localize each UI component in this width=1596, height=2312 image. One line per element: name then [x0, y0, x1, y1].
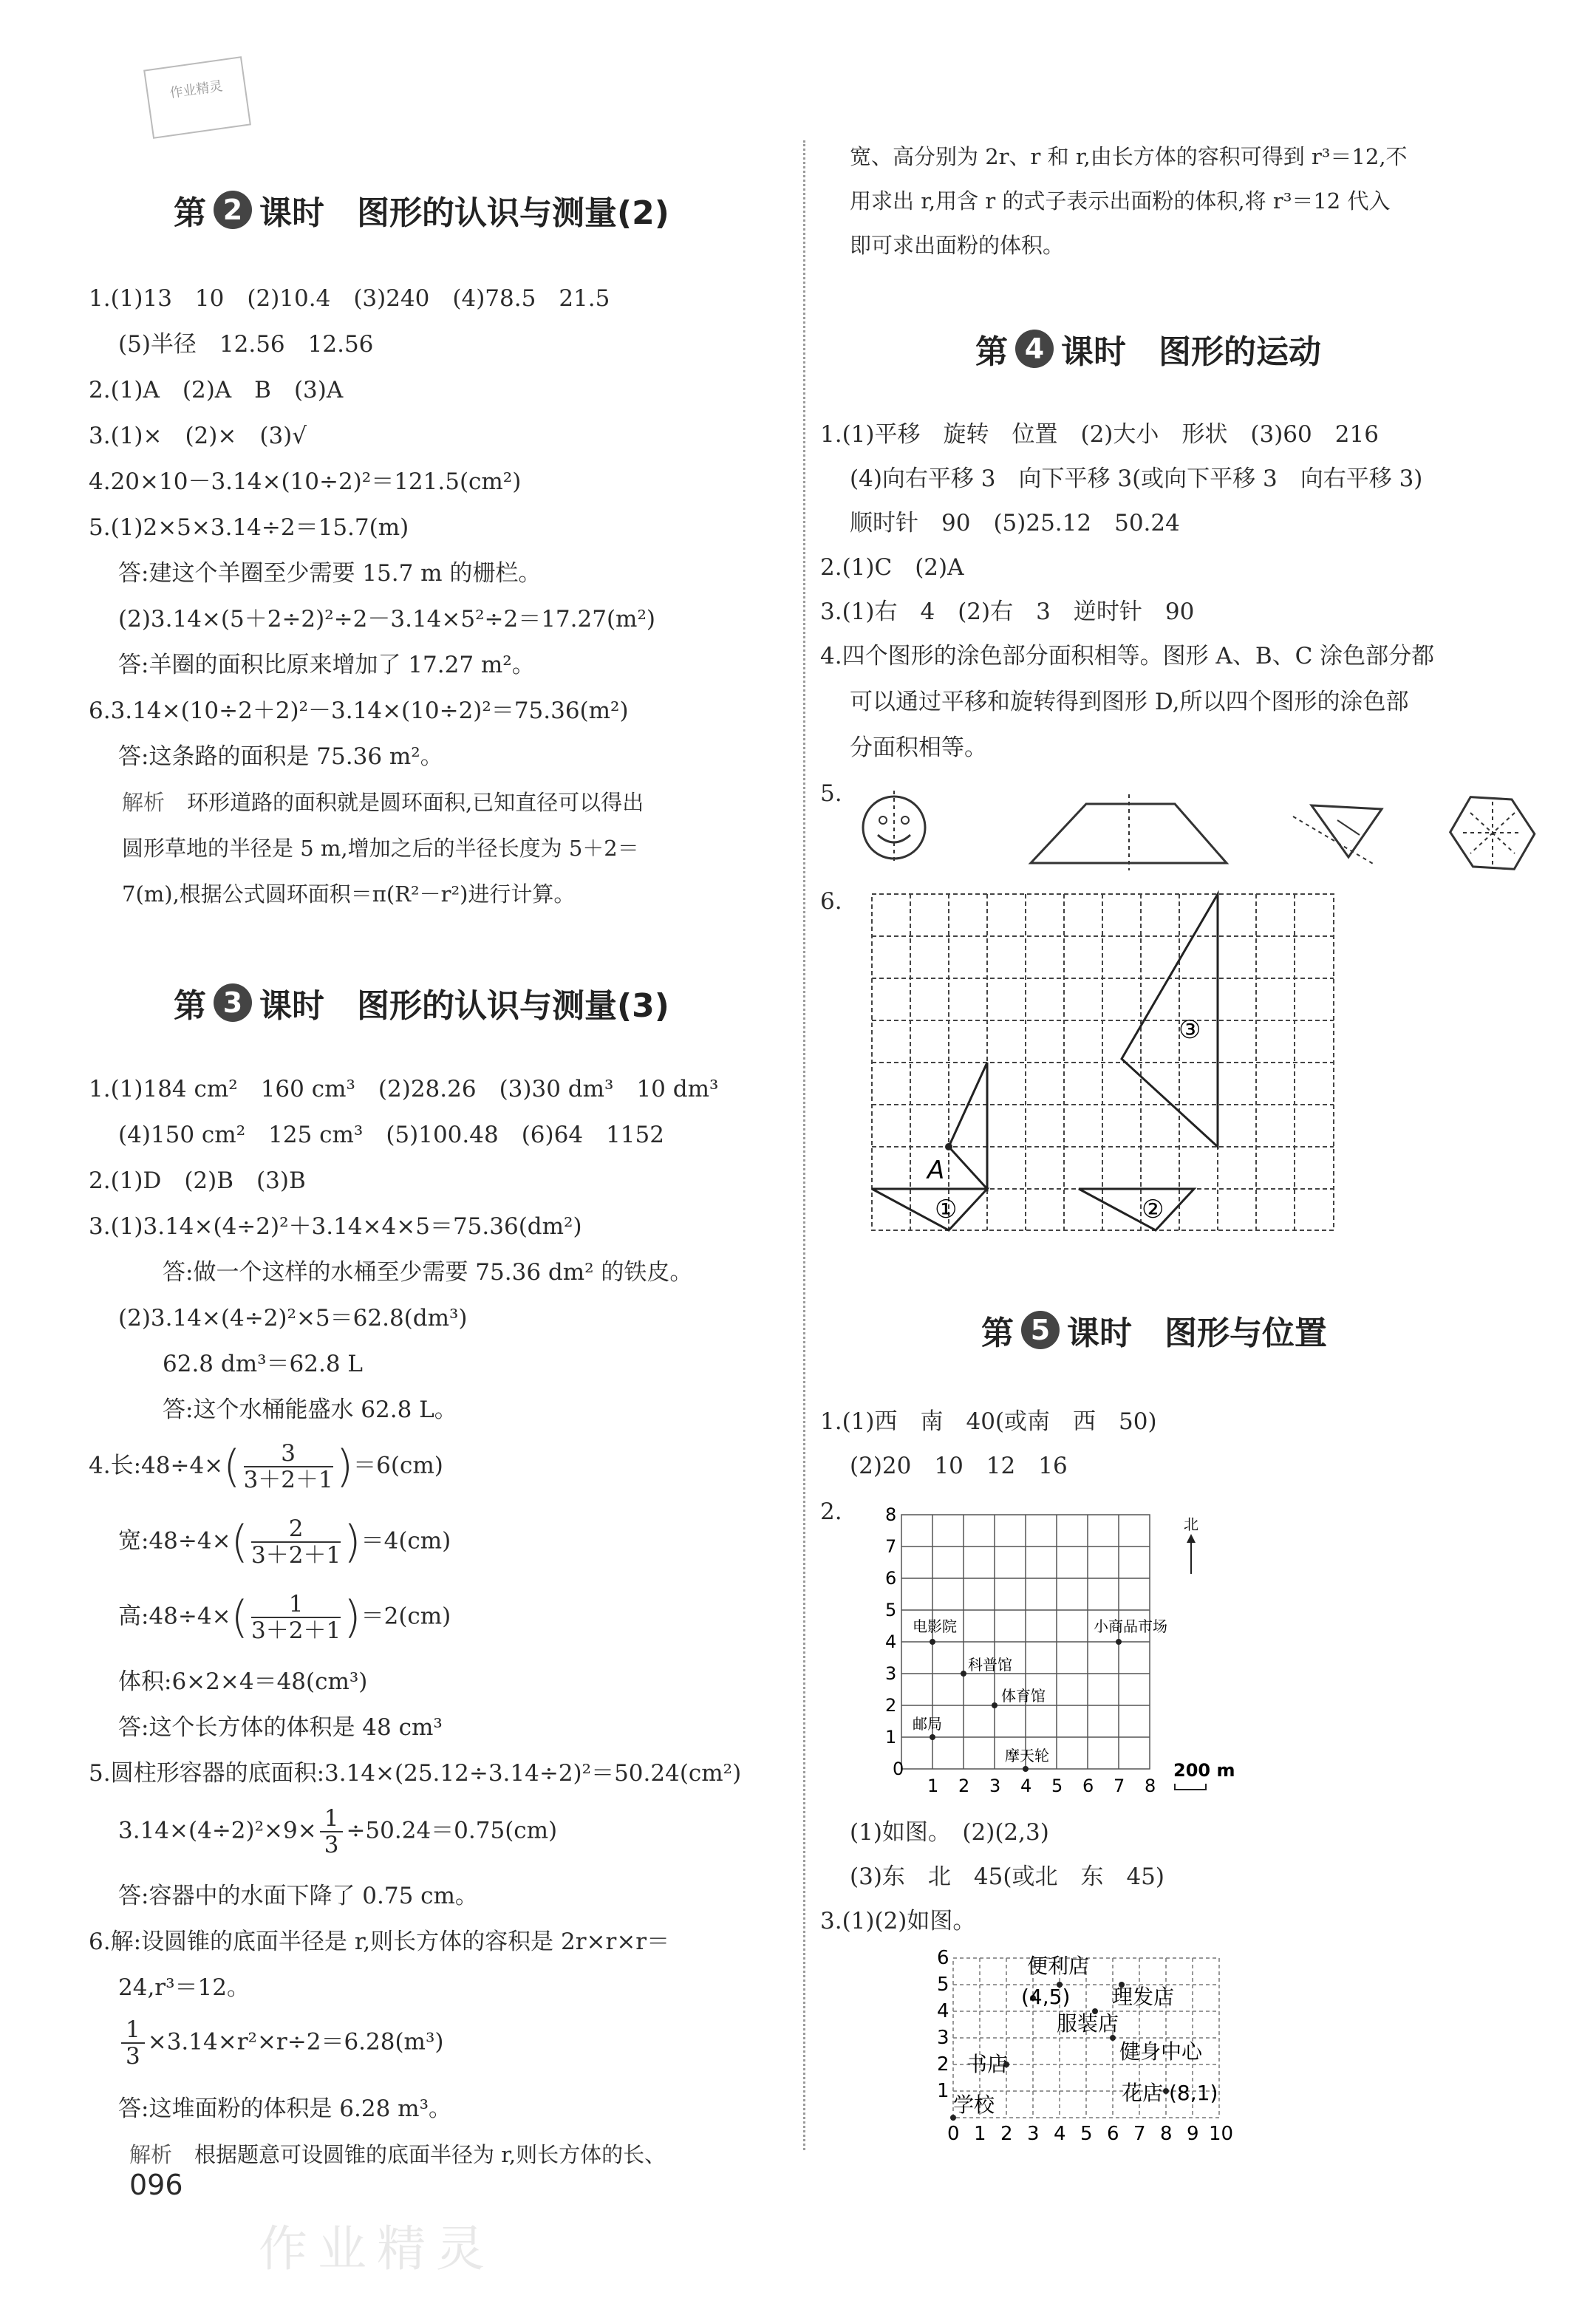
svg-text:10: 10: [1209, 2123, 1234, 2145]
answer-line: (4)向右平移 3 向下平移 3(或向下平移 3 向右平移 3): [850, 466, 1423, 492]
north-label: 北: [1184, 1515, 1198, 1533]
answer-line: 2.(1)A (2)A B (3)A: [89, 377, 344, 403]
svg-text:小商品市场: 小商品市场: [1094, 1617, 1167, 1635]
fraction-line: 宽:48÷4×( $\frac{2}{3+2+1}$ )＝4(cm): [118, 1515, 451, 1569]
triangle-1: [872, 1189, 987, 1230]
answer-line: 3.(1)3.14×(4÷2)²＋3.14×4×5＝75.36(dm²): [89, 1213, 582, 1240]
answer-line: 顺时针 90 (5)25.12 50.24: [850, 510, 1180, 536]
svg-text:9: 9: [1187, 2123, 1199, 2145]
svg-text:3: 3: [989, 1776, 1001, 1796]
triangle-a: [949, 1063, 987, 1189]
answer-line: 答:这条路的面积是 75.36 m²。: [118, 743, 443, 770]
svg-text:3: 3: [885, 1663, 897, 1684]
svg-text:学校: 学校: [953, 2093, 995, 2117]
answer-line: 答:羊圈的面积比原来增加了 17.27 m²。: [118, 652, 535, 678]
triangle-2: [1079, 1189, 1194, 1230]
explanation-line: 即可求出面粉的体积。: [850, 233, 1065, 258]
lesson-number-badge: 4: [1015, 330, 1054, 368]
svg-text:2: 2: [885, 1695, 897, 1716]
svg-text:理发店: 理发店: [1112, 1985, 1175, 2009]
answer-line: 1.(1)西 南 40(或南 西 50): [820, 1408, 1157, 1435]
svg-text:花店: 花店: [1122, 2081, 1164, 2105]
label-3: ③: [1179, 1015, 1201, 1045]
svg-text:1: 1: [885, 1727, 897, 1747]
answer-line: 4.20×10－3.14×(10÷2)²＝121.5(cm²): [89, 468, 522, 495]
answer-line: (1)如图。 (2)(2,3): [850, 1819, 1049, 1846]
lesson-3-heading: 第 3 课时 图形的认识与测量(3): [174, 979, 669, 1026]
answer-line: (3)东 北 45(或北 东 45): [850, 1863, 1164, 1890]
lesson-4-heading: 第 4 课时 图形的运动: [975, 325, 1321, 372]
svg-text:1: 1: [927, 1776, 939, 1796]
answer-line: 可以通过平移和旋转得到图形 D,所以四个图形的涂色部: [850, 689, 1409, 715]
scale-label: 200 m: [1173, 1760, 1235, 1781]
answer-line: 体积:6×2×4＝48(cm³): [118, 1668, 368, 1695]
explanation-line: 解析 环形道路的面积就是圆环面积,已知直径可以得出: [122, 790, 644, 815]
svg-text:5: 5: [937, 1974, 949, 1996]
svg-text:4: 4: [1054, 2123, 1066, 2145]
triangle-figure: [1293, 805, 1382, 865]
svg-text:(8,1): (8,1): [1169, 2081, 1218, 2105]
svg-text:4: 4: [1020, 1776, 1032, 1796]
svg-text:8: 8: [1160, 2123, 1173, 2145]
location-map-1: [850, 1500, 1264, 1810]
answer-line: 1.(1)13 10 (2)10.4 (3)240 (4)78.5 21.5: [89, 285, 610, 312]
answer-line: 2.(1)D (2)B (3)B: [89, 1167, 306, 1194]
svg-text:7: 7: [885, 1536, 897, 1557]
answer-line: (4)150 cm² 125 cm³ (5)100.48 (6)64 1152: [118, 1122, 664, 1148]
column-divider: [803, 140, 805, 2150]
svg-text:5: 5: [1080, 2123, 1093, 2145]
answer-line: 答:容器中的水面下降了 0.75 cm。: [118, 1883, 478, 1909]
svg-text:摩天轮: 摩天轮: [1005, 1747, 1049, 1764]
svg-text:7: 7: [1114, 1776, 1125, 1796]
answer-line: 答:建这个羊圈至少需要 15.7 m 的栅栏。: [118, 560, 542, 587]
svg-text:电影院: 电影院: [913, 1617, 957, 1635]
svg-text:健身中心: 健身中心: [1119, 2039, 1203, 2064]
fraction-line: $\frac{1}{3}$ ×3.14×r²×r÷2＝6.28(m³): [118, 2017, 443, 2069]
answer-line: 5.: [820, 780, 842, 807]
svg-text:书店: 书店: [966, 2052, 1009, 2076]
svg-text:7: 7: [1133, 2123, 1146, 2145]
answer-line: 1.(1)184 cm² 160 cm³ (2)28.26 (3)30 dm³ 10 dm³: [89, 1076, 719, 1102]
answer-line: 5.(1)2×5×3.14÷2＝15.7(m): [89, 514, 409, 541]
answer-line: 1.(1)平移 旋转 位置 (2)大小 形状 (3)60 216: [820, 421, 1379, 448]
answer-line: 6.3.14×(10÷2＋2)²－3.14×(10÷2)²＝75.36(m²): [89, 698, 629, 724]
answer-line: (2)20 10 12 16: [850, 1453, 1068, 1479]
stamp-logo: 作业精灵: [143, 56, 251, 139]
hexagon-figure: [1441, 783, 1544, 879]
svg-text:体育馆: 体育馆: [1001, 1687, 1046, 1705]
answer-line: (5)半径 12.56 12.56: [118, 331, 374, 358]
answer-line: 答:这个水桶能盛水 62.8 L。: [163, 1397, 457, 1423]
answer-line: 24,r³＝12。: [118, 1974, 250, 2001]
lesson-number-badge: 5: [1021, 1311, 1060, 1349]
svg-text:1: 1: [937, 2080, 949, 2102]
trapezoid-figure: [1031, 794, 1227, 870]
answer-line: 6.: [820, 888, 842, 915]
svg-text:2: 2: [1000, 2123, 1013, 2145]
page-number: 096: [129, 2169, 183, 2201]
svg-text:8: 8: [1145, 1776, 1156, 1796]
svg-text:2: 2: [937, 2053, 949, 2076]
fraction-line: 4.长:48÷4×( $\frac{3}{3+2+1}$ )＝6(cm): [89, 1440, 443, 1493]
svg-text:4: 4: [937, 2000, 949, 2022]
svg-text:6: 6: [937, 1947, 949, 1969]
answer-line: 62.8 dm³＝62.8 L: [163, 1351, 364, 1377]
watermark: 作业精灵: [259, 2220, 495, 2277]
lesson-number-badge: 2: [214, 191, 252, 229]
answer-line: 3.(1)右 4 (2)右 3 逆时针 90: [820, 599, 1195, 625]
svg-text:5: 5: [1051, 1776, 1063, 1796]
answer-line: (2)3.14×(5＋2÷2)²÷2－3.14×5²÷2＝17.27(m²): [118, 606, 655, 632]
svg-text:0: 0: [893, 1759, 904, 1779]
answer-line: 2.(1)C (2)A: [820, 554, 964, 581]
lesson-2-heading: 第 2 课时 图形的认识与测量(2): [174, 186, 669, 233]
fraction-line: 3.14×(4÷2)²×9× $\frac{1}{3}$ ÷50.24＝0.75(cm): [118, 1805, 558, 1858]
label-1: ①: [935, 1195, 958, 1224]
point-a-marker: [945, 1143, 952, 1150]
answer-line: 答:这个长方体的体积是 48 cm³: [118, 1714, 443, 1741]
answer-line: 3.(1)× (2)× (3)√: [89, 423, 307, 449]
svg-text:3: 3: [937, 2027, 949, 2049]
symmetry-figures: [850, 783, 1559, 879]
lesson-5-heading: 第 5 课时 图形与位置: [981, 1306, 1327, 1354]
answer-line: (2)3.14×(4÷2)²×5＝62.8(dm³): [118, 1305, 468, 1331]
smiley-figure: [863, 791, 925, 865]
fraction-line: 高:48÷4×( $\frac{1}{3+2+1}$ )＝2(cm): [118, 1591, 451, 1644]
explanation-line: 7(m),根据公式圆环面积＝π(R²－r²)进行计算。: [122, 882, 576, 907]
label-2: ②: [1142, 1195, 1164, 1224]
answer-line: 2.: [820, 1498, 842, 1525]
svg-text:服装店: 服装店: [1057, 2011, 1119, 2036]
answer-line: 答:做一个这样的水桶至少需要 75.36 dm² 的铁皮。: [163, 1259, 693, 1286]
answer-line: 答:这堆面粉的体积是 6.28 m³。: [118, 2096, 451, 2122]
explanation-line: 宽、高分别为 2r、r 和 r,由长方体的容积可得到 r³＝12,不: [850, 144, 1408, 169]
svg-text:邮局: 邮局: [913, 1715, 942, 1733]
svg-text:科普馆: 科普馆: [968, 1656, 1012, 1674]
svg-text:6: 6: [1082, 1776, 1094, 1796]
answer-line: 分面积相等。: [850, 734, 987, 761]
answer-line: 6.解:设圆锥的底面半径是 r,则长方体的容积是 2r×r×r＝: [89, 1929, 670, 1955]
explanation-line: 圆形草地的半径是 5 m,增加之后的半径长度为 5＋2＝: [122, 836, 639, 861]
svg-text:6: 6: [885, 1568, 897, 1589]
svg-text:5: 5: [885, 1600, 897, 1620]
label-a: A: [927, 1156, 945, 1185]
svg-text:(4,5): (4,5): [1021, 1985, 1071, 2009]
answer-line: 4.四个图形的涂色部分面积相等。图形 A、B、C 涂色部分都: [820, 643, 1435, 669]
location-map-2: [931, 1943, 1271, 2158]
svg-text:3: 3: [1027, 2123, 1040, 2145]
explanation-line: 用求出 r,用含 r 的式子表示出面粉的体积,将 r³＝12 代入: [850, 188, 1391, 214]
answer-line: 3.(1)(2)如图。: [820, 1908, 976, 1934]
explanation-line: 解析 根据题意可设圆锥的底面半径为 r,则长方体的长、: [129, 2142, 666, 2167]
lesson-number-badge: 3: [214, 983, 252, 1022]
svg-text:6: 6: [1107, 2123, 1119, 2145]
svg-text:8: 8: [885, 1504, 897, 1525]
svg-text:2: 2: [958, 1776, 970, 1796]
translation-grid: [864, 887, 1411, 1241]
answer-line: 5.圆柱形容器的底面积:3.14×(25.12÷3.14÷2)²＝50.24(cm²): [89, 1760, 742, 1787]
svg-text:便利店: 便利店: [1027, 1954, 1090, 1978]
svg-text:1: 1: [974, 2123, 986, 2145]
svg-text:4: 4: [885, 1631, 897, 1652]
svg-text:0: 0: [947, 2123, 960, 2145]
